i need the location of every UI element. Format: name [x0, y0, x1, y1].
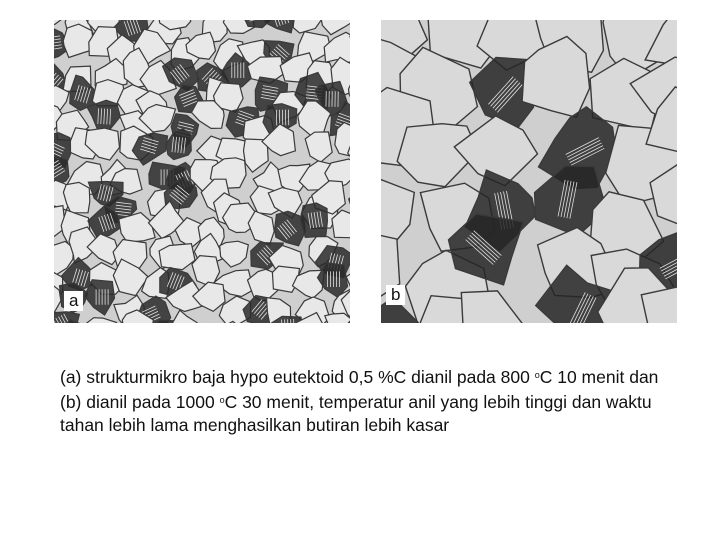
- micrograph-b-image: [381, 20, 677, 323]
- degree-mark-1: o: [534, 370, 540, 380]
- degree-mark-2: o: [219, 395, 225, 405]
- micrograph-b: [381, 20, 677, 323]
- caption-part-2: C 10 menit dan (b) dianil pada 1000: [60, 367, 659, 412]
- caption-part-3: C 30 menit, temperatur anil yang lebih tinggi dan waktu tahan lebih lama menghasilkan butiran lebih kasar: [60, 392, 652, 435]
- figure-caption: [60, 364, 660, 437]
- caption-part-1: (a) strukturmikro baja hypo eutektoid 0,5 %C dianil pada 800: [60, 367, 535, 387]
- micrograph-a-image: [54, 20, 350, 323]
- panel-label-a: a: [64, 291, 83, 311]
- panel-label-b: b: [386, 285, 405, 305]
- micrograph-a: [54, 20, 350, 323]
